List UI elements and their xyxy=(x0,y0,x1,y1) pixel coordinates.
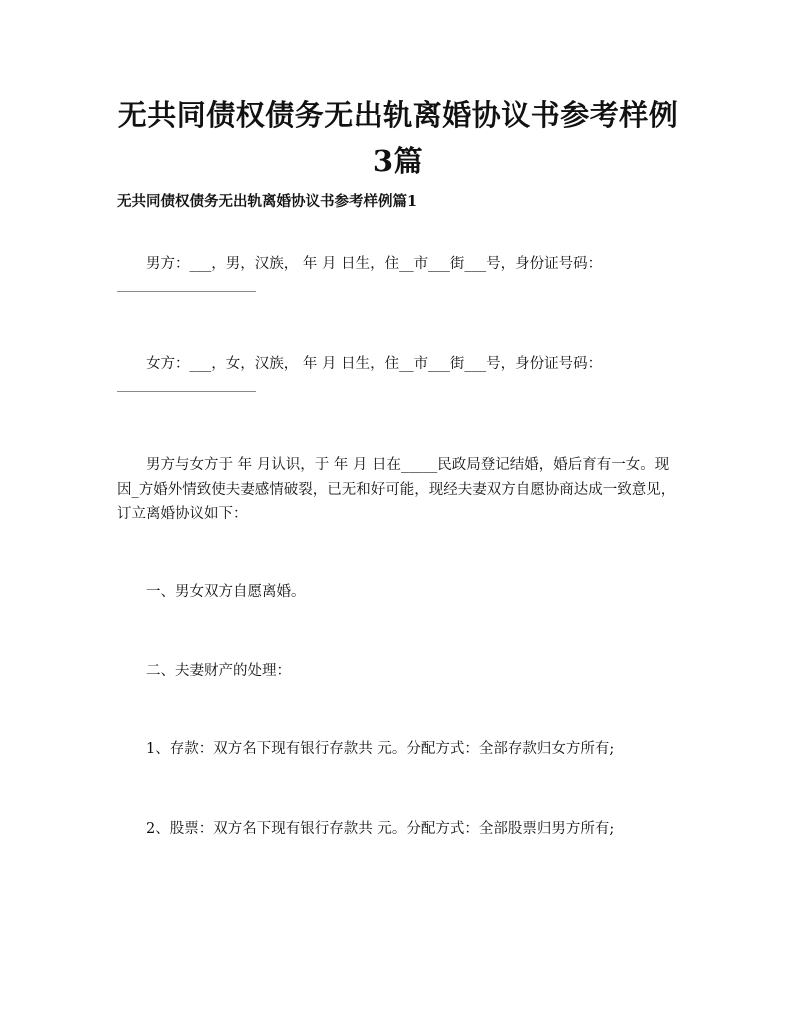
female-id-number-blank xyxy=(117,391,256,392)
male-party-paragraph: 男方：___，男，汉族， 年 月 日生，住__市___街___号，身份证号码： xyxy=(146,256,603,272)
male-id-number-blank xyxy=(117,291,256,292)
marriage-history-paragraph: 男方与女方于 年 月认识，于 年 月 日在_____民政局登记结婚，婚后育有一女。现因_方婚外情致使夫妻感情破裂，已无和好可能，现经夫妻双方自愿协商达成一致意见，订立离婚协议如下： xyxy=(117,457,676,522)
document-title-line1: 无共同债权债务无出轨离婚协议书参考样例 xyxy=(117,98,679,132)
section-heading: 无共同债权债务无出轨离婚协议书参考样例篇1 xyxy=(117,193,418,210)
item-2-paragraph: 2、股票：双方名下现有银行存款共 元。分配方式：全部股票归男方所有; xyxy=(146,821,615,837)
clause-1-paragraph: 一、男女双方自愿离婚。 xyxy=(146,584,306,600)
document-title-line2: 3篇 xyxy=(372,144,424,178)
document-title xyxy=(60,92,736,184)
female-party-paragraph: 女方：___，女，汉族， 年 月 日生，住__市___街___号，身份证号码： xyxy=(146,356,603,372)
clause-2-paragraph: 二、夫妻财产的处理： xyxy=(146,663,291,679)
item-1-paragraph: 1、存款：双方名下现有银行存款共 元。分配方式：全部存款归女方所有; xyxy=(146,741,615,757)
